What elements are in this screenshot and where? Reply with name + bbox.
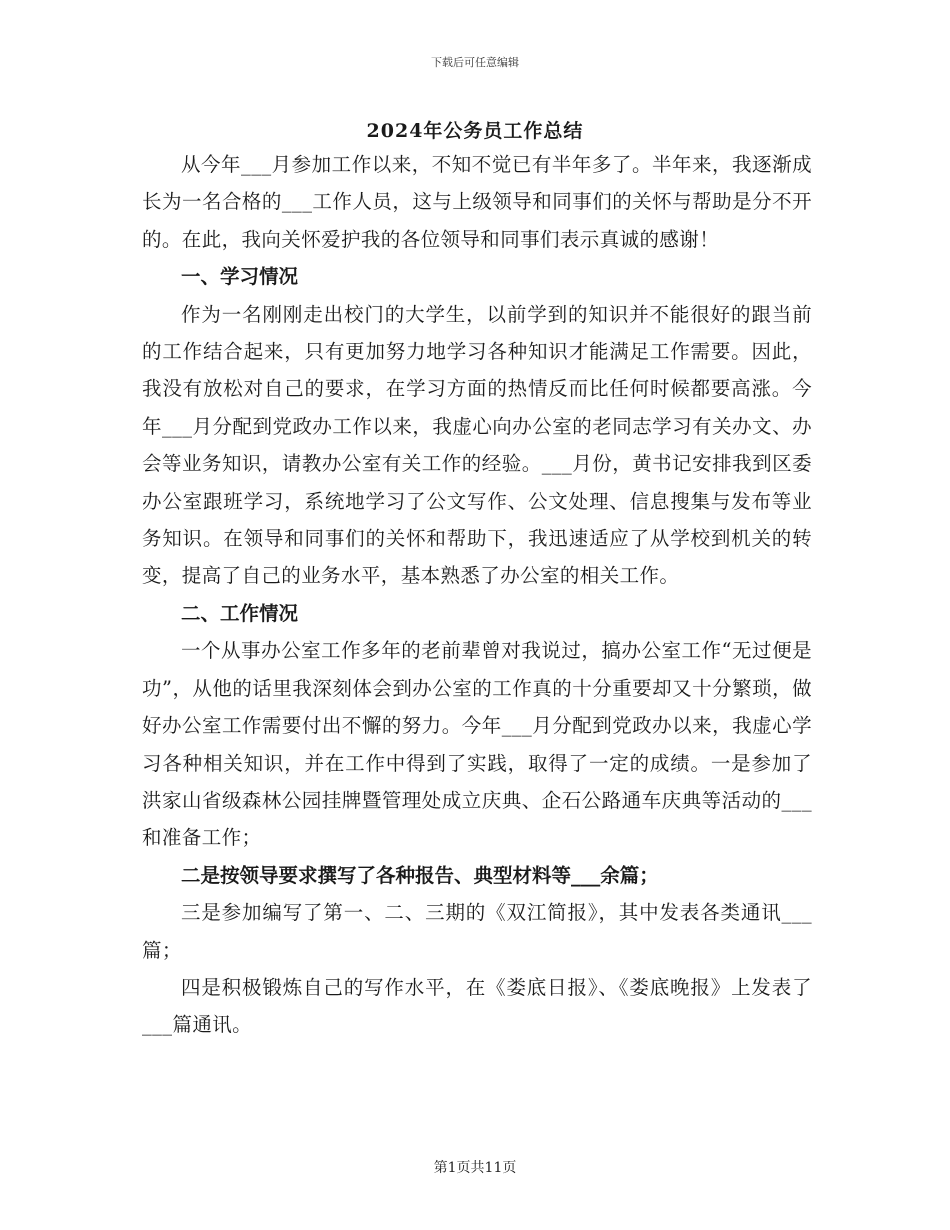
work-item-four: 四是积极锻炼自己的写作水平，在《娄底日报》、《娄底晚报》上发表了___篇通讯。 [142,975,812,1037]
intro-paragraph: 从今年___月参加工作以来，不知不觉已有半年多了。半年来，我逐渐成长为一名合格的___工作人员，这与上级领导和同事们的关怀与帮助是分不开的。在此，我向关怀爱护我的各位领导和同事们表示真诚的感谢！ [142,153,812,251]
section-heading-study: 一、学习情况 [181,265,299,289]
study-paragraph: 作为一名刚刚走出校门的大学生，以前学到的知识并不能很好的跟当前的工作结合起来，只有更加努力地学习各种知识才能满足工作需要。因此，我没有放松对自己的要求，在学习方面的热情反而比任何时候都要高涨。今年___月分配到党政办工作以来，我虚心向办公室的老同志学习有关办文、办会等业务知识，请教办公室有关工作的经验。___月份，黄书记安排我到区委办公室跟班学习，系统地学习了公文写作、公文处理、信息搜集与发布等业务知识。在领导和同事们的关怀和帮助下，我迅速适应了从学校到机关的转变，提高了自己的业务水平，基本熟悉了办公室的相关工作。 [142,302,812,588]
section-heading-work: 二、工作情况 [181,601,299,625]
page-number: 第1页共11页 [433,1160,517,1176]
work-paragraph: 一个从事办公室工作多年的老前辈曾对我说过，搞办公室工作“无过便是功”，从他的话里我深刻体会到办公室的工作真的十分重要却又十分繁琐，做好办公室工作需要付出不懈的努力。今年___月分配到党政办以来，我虚心学习各种相关知识，并在工作中得到了实践，取得了一定的成绩。一是参加了洪家山省级森林公园挂牌暨管理处成立庆典、企石公路通车庆典等活动的___和准备工作； [142,639,812,850]
document-title: 2024年公务员工作总结 [366,120,584,142]
work-item-two: 二是按领导要求撰写了各种报告、典型材料等___余篇； [181,863,659,887]
document-body [142,146,812,1044]
work-item-three: 三是参加编写了第一、二、三期的《双江简报》，其中发表各类通讯___篇； [142,901,812,962]
page-header-note: 下载后可任意编辑 [431,56,519,69]
